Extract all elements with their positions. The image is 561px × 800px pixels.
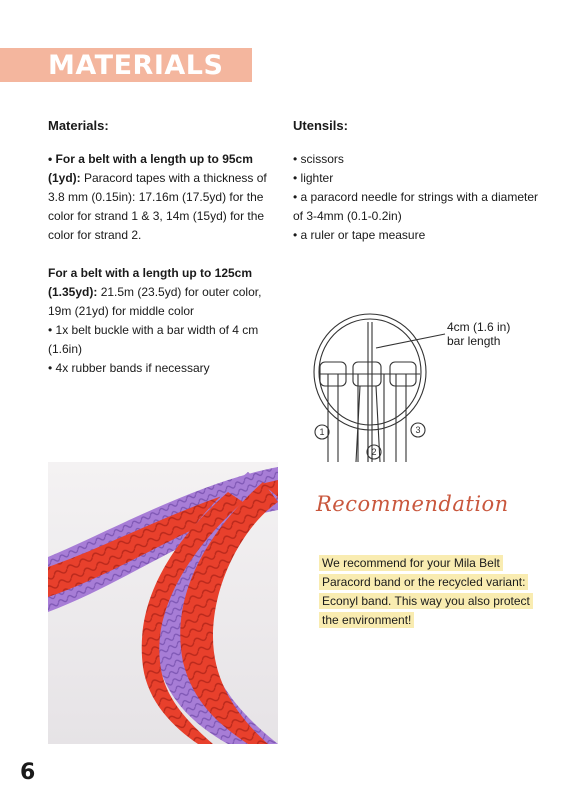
utensil-needle: • a paracord needle for strings with a diameter of 3-4mm (0.1-0.2in) (293, 190, 538, 223)
materials-95cm-text: Paracord tapes with a thickness of 3.8 mm (0.15in): 17.16m (17.5yd) for the color for strand 1 & 3, 14m (15yd) for the color for strand 2. (48, 171, 267, 242)
bar-length-caption: bar length (447, 334, 501, 348)
recommendation-text (319, 554, 539, 630)
materials-95cm-lead: • For a belt with a length up to 95cm (1yd): (48, 152, 253, 185)
materials-125cm (48, 264, 273, 321)
materials-125cm-lead: For a belt with a length up to 125cm (1.35yd): (48, 266, 253, 299)
materials-125cm-text: 21.5m (23.5yd) for outer color, 19m (21yd) for middle color (48, 285, 262, 318)
materials-buckle: • 1x belt buckle with a bar width of 4 cm (1.6in) (48, 323, 259, 356)
strand-label-2: 2 (371, 447, 377, 457)
label-pointer (376, 334, 445, 348)
utensils-heading: Utensils: (293, 118, 348, 133)
strand-label-1: 1 (319, 427, 325, 437)
paracord-belt-photo (48, 462, 278, 744)
bar-length-value: 4cm (1.6 in) (447, 320, 511, 334)
recommendation-highlight: We recommend for your Mila Belt Paracord band or the recycled variant: Econyl band. This way you also protect the environment! (319, 555, 533, 628)
utensil-scissors: • scissors (293, 152, 344, 166)
recommendation-title: Recommendation (316, 492, 509, 516)
materials-95cm (48, 150, 273, 245)
page-title: MATERIALS (48, 50, 224, 81)
materials-heading: Materials: (48, 118, 109, 133)
strand-label-3: 3 (415, 425, 421, 435)
materials-rubber-bands: • 4x rubber bands if necessary (48, 361, 210, 375)
utensil-lighter: • lighter (293, 171, 334, 185)
cord-strands (328, 374, 406, 462)
utensil-ruler: • a ruler or tape measure (293, 228, 426, 242)
buckle-ring-outer (314, 314, 426, 430)
utensils-list (293, 150, 543, 245)
bar-length-label (447, 320, 510, 348)
page-number: 6 (20, 760, 36, 785)
materials-list (48, 150, 273, 378)
